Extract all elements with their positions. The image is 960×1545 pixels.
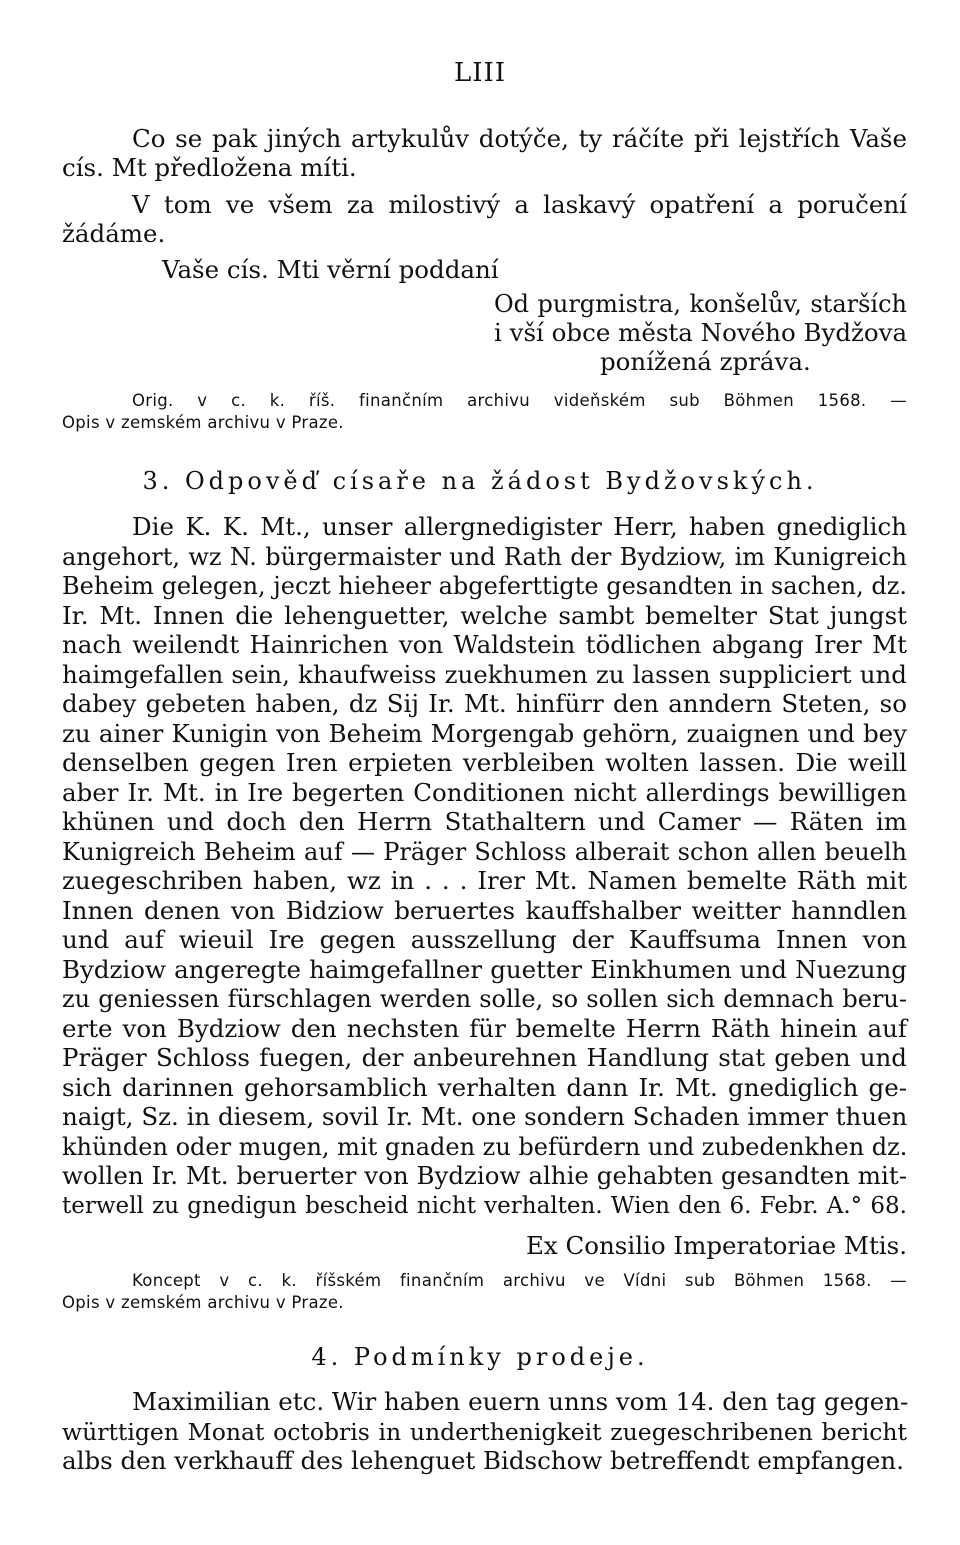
body-line: wollen Ir. Mt. beruerter von Bydziow alhie gehabten gesandten mit- [62, 1161, 907, 1190]
intro-line: V tom ve všem za milostivý a laskavý opatření a poručení [132, 190, 907, 219]
intro-line: Co se pak jiných artykulův dotýče, ty ráčíte při lejstřích Vaše [132, 124, 907, 153]
signature-line: Vaše cís. Mti věrní poddaní [162, 255, 499, 284]
body-line: haimgefallen sein, khaufweiss zuekhumen zu lassen suppliciert und [62, 660, 907, 689]
body-line: albs den verkhauff des lehenguet Bidschow betreffendt empfangen. [62, 1446, 904, 1475]
signature-line: Od purgmistra, konšelův, starších [494, 290, 907, 318]
body-line: Bydziow angeregte haimgefallner guetter Einkhumen und Nuezung [62, 955, 907, 984]
page-number: LIII [453, 58, 507, 88]
body-line: angehort, wz N. bürgermaister und Rath der Bydziow, im Kunigreich [62, 543, 907, 571]
body-line: aber Ir. Mt. in Ire begerten Conditionen nicht allerdings bewilligen [62, 778, 907, 807]
body-line: Beheim gelegen, jeczt hieheer abgeferttigte gesandten in sachen, dz. [62, 572, 907, 600]
body-line: nach weilendt Hainrichen von Waldstein tödlichen abgang Irer Mt [62, 630, 907, 659]
footnote-line: Opis v zemském archivu v Praze. [62, 1293, 344, 1312]
body-line: zuegeschriben haben, wz in . . . Irer Mt. Namen bemelte Räth mit [62, 866, 907, 895]
body-line: naigt, Sz. in diesem, sovil Ir. Mt. one sondern Schaden immer thuen [62, 1102, 908, 1131]
body-line: Kunigreich Beheim auf — Präger Schloss alberait schon allen beuelh [62, 838, 907, 866]
body-line: württigen Monat octobris in underthenigkeit zuegeschribenen bericht [62, 1418, 907, 1446]
body-line: Präger Schloss fuegen, der anbeurehnen Handlung stat geben und [62, 1043, 907, 1072]
body-line: zu ainer Kunigin von Beheim Morgengab gehörn, zuaignen und bey [62, 719, 907, 748]
body-line: Maximilian etc. Wir haben euern unns vom 14. den tag gegen- [132, 1387, 909, 1416]
intro-line: žádáme. [62, 219, 166, 248]
body-line: zu geniessen fürschlagen werden solle, so sollen sich demnach beru- [62, 985, 907, 1013]
body-line: terwell zu gnedigun bescheid nicht verhalten. Wien den 6. Febr. A.° 68. [62, 1193, 907, 1219]
body-line: Innen denen von Bidziow beruertes kauffshalber weitter hanndlen [62, 896, 907, 925]
body-line: khünen und doch den Herrn Stathaltern und Camer — Räten im [62, 807, 907, 836]
body-line: Ir. Mt. Innen die lehenguetter, welche sambt bemelter Stat jungst [62, 601, 907, 630]
footnote-line: Opis v zemském archivu v Praze. [62, 413, 344, 432]
body-line: und auf wieuil Ire gegen ausszellung der Kauffsuma Innen von [62, 925, 907, 954]
signature-line: i vší obce města Nového Bydžova [494, 318, 908, 347]
body-line: khünden oder mugen, mit gnaden zu befürdern und zubedenkhen dz. [62, 1133, 908, 1161]
body-line: dabey gebeten haben, dz Sij Ir. Mt. hinfürr den anndern Steten, so [62, 689, 907, 718]
body-line: denselben gegen Iren erpieten verbleiben wolten lassen. Die weill [62, 748, 907, 777]
intro-line: cís. Mt předložena míti. [62, 153, 357, 182]
body-line: sich darinnen gehorsamblich verhalten dann Ir. Mt. gnediglich ge- [62, 1073, 907, 1102]
footnote-line: Orig. v c. k. říš. finančním archivu videňském sub Böhmen 1568. — [132, 391, 907, 410]
signature-line: ponížená zpráva. [600, 347, 811, 376]
section-heading: 3. Odpověď císaře na žádost Bydžovských. [142, 467, 818, 495]
closing-line: Ex Consilio Imperatoriae Mtis. [526, 1231, 907, 1260]
body-line: Die K. K. Mt., unser allergnedigister Herr, haben gnediglich [132, 512, 907, 541]
body-line: erte von Bydziow den nechsten für bemelte Herrn Räth hinein auf [62, 1014, 907, 1043]
section-heading: 4. Podmínky prodeje. [311, 1343, 649, 1371]
footnote-line: Koncept v c. k. říšském finančním archivu ve Vídni sub Böhmen 1568. — [132, 1271, 907, 1290]
